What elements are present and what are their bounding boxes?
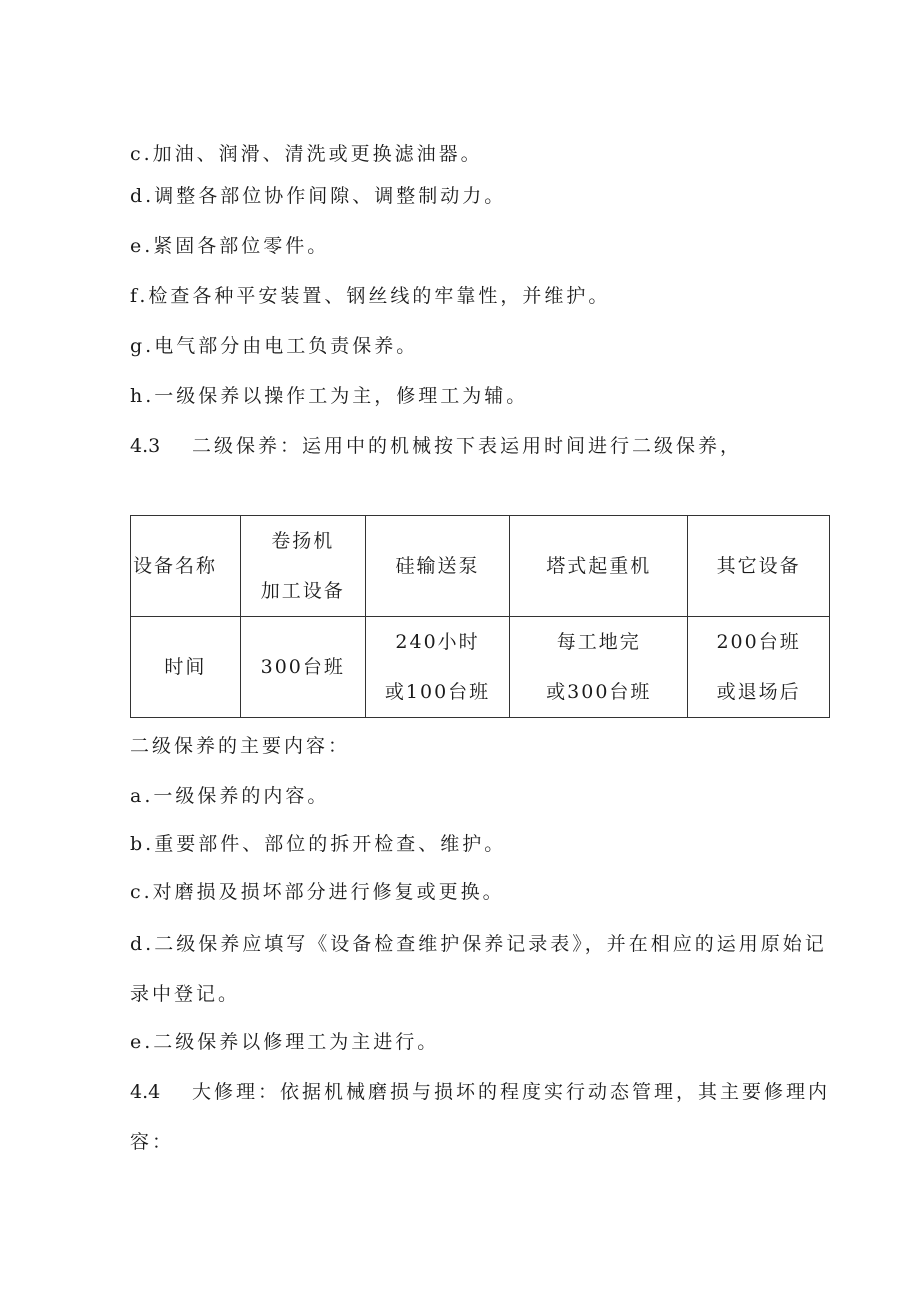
table-cell: 其它设备: [688, 516, 830, 617]
paragraph-e-fasten: e.紧固各部位零件。: [130, 235, 330, 257]
table-cell: 300台班: [240, 617, 365, 718]
paragraph-h-operator: h.一级保养以操作工为主，修理工为辅。: [130, 385, 529, 407]
table-row: [131, 617, 830, 718]
cell-line: 或100台班: [384, 681, 491, 703]
section-number: 4.4: [130, 1081, 161, 1103]
table-cell: [688, 617, 830, 718]
paragraph-d-adjust: d.调整各部位协作间隙、调整制动力。: [130, 185, 507, 207]
table-cell: 设备名称: [131, 516, 241, 617]
cell-line: 加工设备: [260, 580, 345, 602]
section-4-4: [130, 1080, 830, 1104]
paragraph-g-electrical: g.电气部分由电工负责保养。: [130, 335, 419, 357]
section-number: 4.3: [130, 435, 161, 457]
cell-line: 200台班: [716, 631, 801, 653]
table-cell: [510, 617, 688, 718]
section-4-3: [130, 434, 742, 458]
cell-line: 240小时: [395, 631, 480, 653]
section-text: 大修理：依据机械磨损与损坏的程度实行动态管理，其主要修理内: [192, 1081, 831, 1103]
paragraph-c-refuel: c.加油、润滑、清洗或更换滤油器。: [130, 143, 483, 165]
cell-line: 或300台班: [546, 681, 652, 703]
section-text: 二级保养：运用中的机械按下表运用时间进行二级保养，: [192, 435, 743, 457]
paragraph-b-disassemble: b.重要部件、部位的拆开检查、维护。: [130, 833, 507, 855]
table-cell: [365, 617, 510, 718]
paragraph-d-record-line2: 录中登记。: [130, 983, 241, 1005]
cell-line: 每工地完: [556, 631, 641, 653]
cell-line: 卷扬机: [271, 530, 335, 552]
table-cell: 塔式起重机: [510, 516, 688, 617]
paragraph-e-repairman: e.二级保养以修理工为主进行。: [130, 1031, 440, 1053]
paragraph-d-record-line1: d.二级保养应填写《设备检查维护保养记录表》，并在相应的运用原始记: [130, 933, 827, 955]
maintenance-schedule-table: [130, 515, 830, 718]
paragraph-f-inspect: f.检查各种平安装置、钢丝线的牢靠性，并维护。: [130, 285, 611, 307]
table-cell: [240, 516, 365, 617]
paragraph-c-repair: c.对磨损及损坏部分进行修复或更换。: [130, 881, 505, 903]
second-level-title: 二级保养的主要内容：: [130, 735, 351, 757]
table-cell: 硅输送泵: [365, 516, 510, 617]
cell-line: 或退场后: [716, 681, 801, 703]
table-header-row: [131, 516, 830, 617]
section-4-4-continuation: 容：: [130, 1131, 175, 1153]
table-cell: 时间: [131, 617, 241, 718]
paragraph-a-first-level: a.一级保养的内容。: [130, 785, 330, 807]
